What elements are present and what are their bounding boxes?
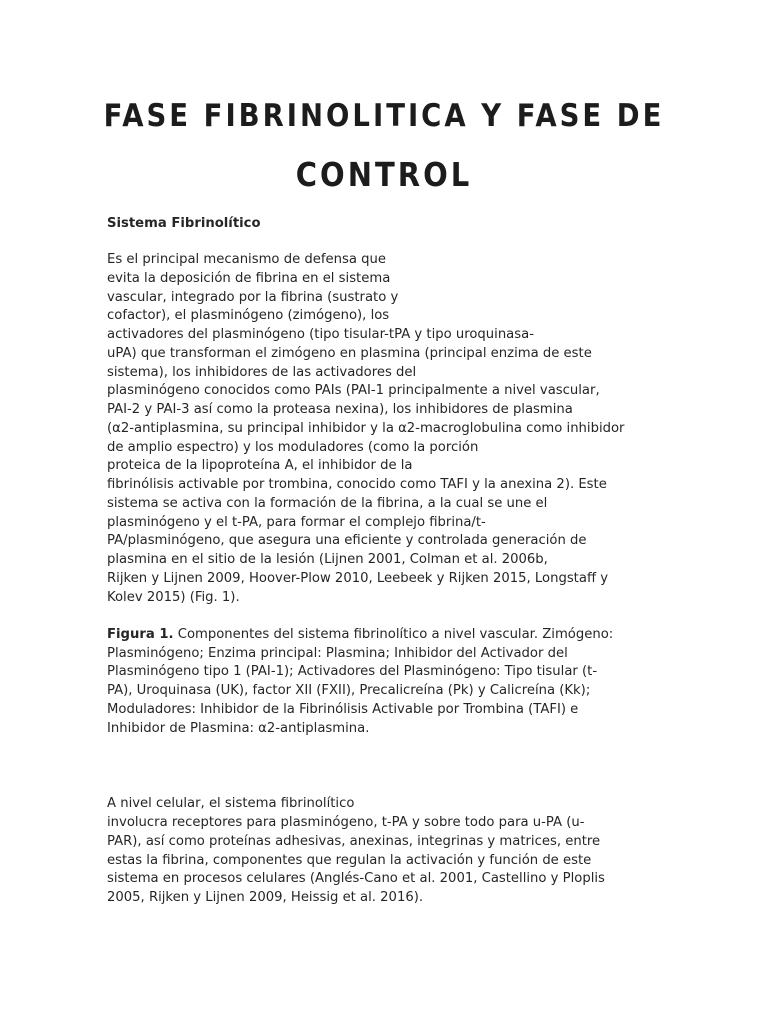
paragraph-line: A nivel celular, el sistema fibrinolítico — [107, 796, 355, 811]
paragraph-line: (α2-antiplasmina, su principal inhibidor y la α2-macroglobulina como inhibidor — [107, 421, 625, 436]
paragraph-line: Rijken y Lijnen 2009, Hoover-Plow 2010, Leebeek y Rijken 2015, Longstaff y — [107, 571, 609, 586]
paragraph-line: plasminógeno y el t-PA, para formar el complejo fibrina/t- — [107, 515, 486, 530]
paragraph-line: cofactor), el plasminógeno (zimógeno), los — [107, 308, 390, 323]
paragraph-line: sistema se activa con la formación de la fibrina, a la cual se une el — [107, 496, 548, 511]
figure-caption-line: Plasminógeno tipo 1 (PAI-1); Activadores del Plasminógeno: Tipo tisular (t- — [107, 664, 598, 679]
paragraph-line: Kolev 2015) (Fig. 1). — [107, 590, 240, 605]
figure-caption-text: Componentes del sistema fibrinolítico a nivel vascular. Zimógeno: — [173, 627, 614, 642]
paragraph-line: PAR), así como proteínas adhesivas, anexinas, integrinas y matrices, entre — [107, 834, 601, 849]
paragraph-line: plasmina en el sitio de la lesión (Lijnen 2001, Colman et al. 2006b, — [107, 552, 548, 567]
figure-label: Figura 1. — [107, 627, 174, 642]
paragraph-line: plasminógeno conocidos como PAIs (PAI-1 principalmente a nivel vascular, — [107, 383, 600, 398]
paragraph-line: sistema), los inhibidores de las activadores del — [107, 365, 417, 380]
paragraph-line: uPA) que transforman el zimógeno en plasmina (principal enzima de este — [107, 346, 592, 361]
figure-caption-line: Plasminógeno; Enzima principal: Plasmina; Inhibidor del Activador del — [107, 646, 568, 661]
paragraph-line: Es el principal mecanismo de defensa que — [107, 252, 386, 267]
paragraph-line: evita la deposición de fibrina en el sistema — [107, 271, 391, 286]
document-title-line-1: FASE FIBRINOLITICA Y FASE DE — [103, 97, 665, 134]
paragraph-line: fibrinólisis activable por trombina, conocido como TAFI y la anexina 2). Este — [107, 477, 607, 492]
paragraph-line: activadores del plasminógeno (tipo tisular-tPA y tipo uroquinasa- — [107, 327, 534, 342]
figure-caption-line: PA), Uroquinasa (UK), factor XII (FXII), Precalicreína (Pk) y Calicreína (Kk); — [107, 683, 591, 698]
paragraph-line: PAI-2 y PAI-3 así como la proteasa nexina), los inhibidores de plasmina — [107, 402, 573, 417]
paragraph-line: PA/plasminógeno, que asegura una eficiente y controlada generación de — [107, 533, 587, 548]
figure-caption-line — [107, 626, 613, 644]
paragraph-line: proteica de la lipoproteína A, el inhibidor de la — [107, 458, 413, 473]
paragraph-line: 2005, Rijken y Lijnen 2009, Heissig et al. 2016). — [107, 890, 424, 905]
paragraph-line: estas la fibrina, componentes que regulan la activación y función de este — [107, 853, 592, 868]
section-heading: Sistema Fibrinolítico — [107, 216, 261, 231]
paragraph-line: vascular, integrado por la fibrina (sustrato y — [107, 290, 399, 305]
paragraph-line: involucra receptores para plasminógeno, t-PA y sobre todo para u-PA (u- — [107, 815, 585, 830]
figure-caption-line: Inhibidor de Plasmina: α2-antiplasmina. — [107, 721, 370, 736]
document-title-line-2: CONTROL — [295, 155, 473, 194]
figure-caption-line: Moduladores: Inhibidor de la Fibrinólisis Activable por Trombina (TAFI) e — [107, 702, 579, 717]
paragraph-line: de amplio espectro) y los moduladores (como la porción — [107, 440, 479, 455]
paragraph-line: sistema en procesos celulares (Anglés-Cano et al. 2001, Castellino y Ploplis — [107, 871, 605, 886]
